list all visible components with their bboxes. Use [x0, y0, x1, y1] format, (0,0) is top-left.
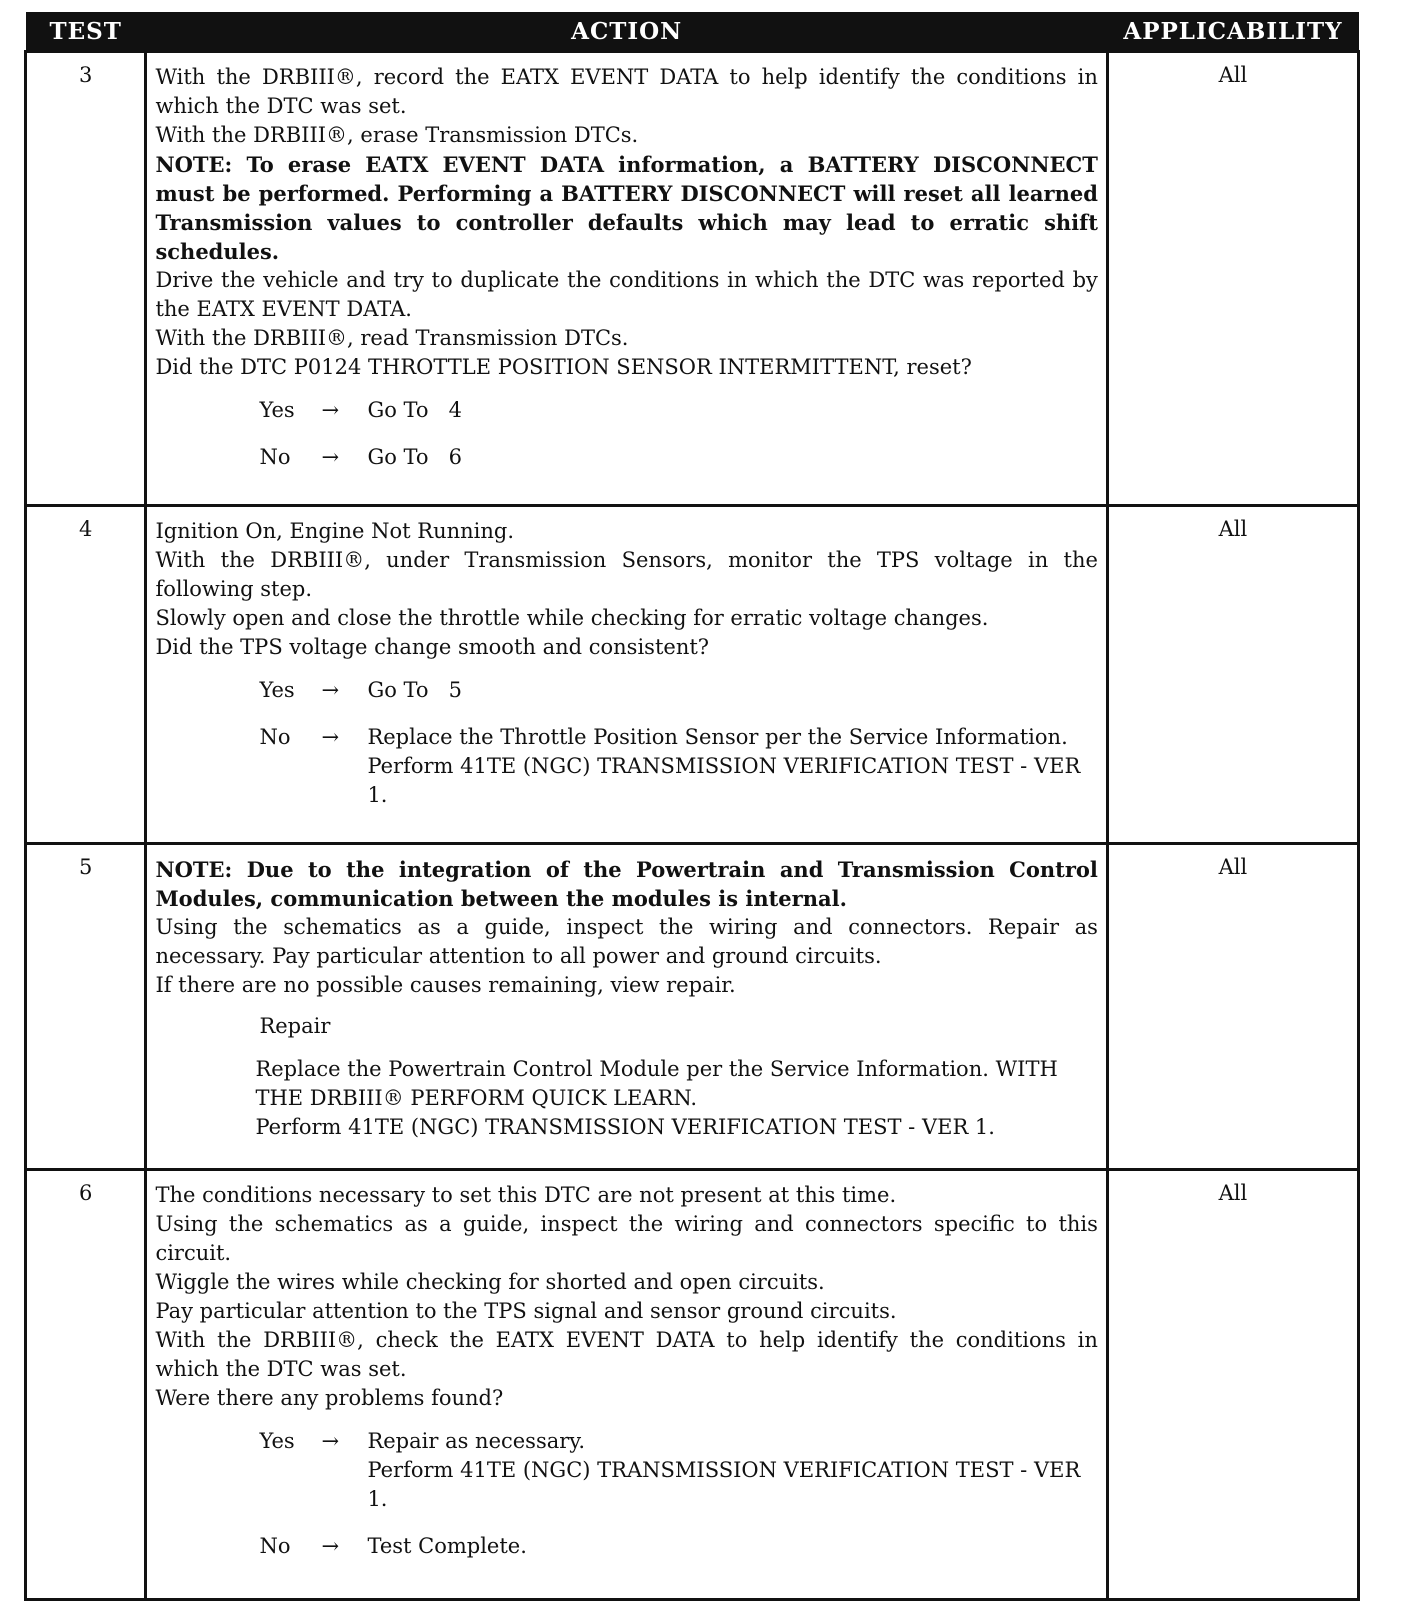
instruction-text: Using the schematics as a guide, inspect the wiring and connectors specific to this circuit. — [155, 1212, 1098, 1265]
applicability-value: All — [1107, 506, 1358, 844]
table-row — [26, 506, 1359, 844]
applicability-value: All — [1107, 844, 1358, 1170]
instruction-text: Wiggle the wires while checking for shorted and open circuits. — [155, 1270, 825, 1294]
table-header-row — [26, 12, 1359, 52]
note-text: NOTE: Due to the integration of the Powertrain and Transmission Control Modules, communication between the modules is internal. — [155, 857, 1098, 911]
branch-no — [259, 443, 1097, 472]
table-row — [26, 52, 1359, 506]
branch-label: No — [259, 725, 291, 749]
instruction-text: The conditions necessary to set this DTC are not present at this time. — [155, 1183, 897, 1207]
instruction-text: With the DRBIII®, erase Transmission DTCs. — [155, 123, 639, 147]
arrow-right-icon: → — [321, 445, 340, 469]
branch-result-line: Repair as necessary. — [367, 1429, 586, 1453]
arrow-right-icon: → — [321, 1429, 340, 1453]
repair-instructions — [255, 1055, 1097, 1142]
arrow-right-icon: → — [321, 725, 340, 749]
branch-list — [155, 396, 1097, 472]
branch-yes — [259, 676, 1097, 705]
branch-label: Yes — [259, 398, 295, 422]
branch-result-line: Go To 5 — [367, 678, 462, 702]
branch-result — [367, 676, 1097, 705]
test-number: 5 — [26, 844, 146, 1170]
applicability-value: All — [1107, 1170, 1358, 1600]
instruction-text: With the DRBIII®, read Transmission DTCs. — [155, 326, 629, 350]
branch-no — [259, 1532, 1097, 1561]
header-test: TEST — [26, 12, 146, 52]
instruction-text: Pay particular attention to the TPS signal and sensor ground circuits. — [155, 1299, 897, 1323]
instruction-text: Ignition On, Engine Not Running. — [155, 519, 515, 543]
branch-result-line: Perform 41TE (NGC) TRANSMISSION VERIFICATION TEST - VER 1. — [367, 754, 1087, 807]
table-row — [26, 1170, 1359, 1600]
test-number: 6 — [26, 1170, 146, 1600]
test-number: 4 — [26, 506, 146, 844]
instruction-text: Using the schematics as a guide, inspect the wiring and connectors. Repair as necessary. Pay particular attention to all power and ground circuits. — [155, 915, 1098, 968]
arrow-right-icon: → — [321, 678, 340, 702]
branch-yes — [259, 1427, 1097, 1514]
branch-result — [367, 1532, 1097, 1561]
action-cell — [146, 844, 1107, 1170]
arrow-right-icon: → — [321, 1534, 340, 1558]
instruction-text: Did the TPS voltage change smooth and consistent? — [155, 635, 710, 659]
instruction-text: If there are no possible causes remaining, view repair. — [155, 973, 736, 997]
note-text: NOTE: To erase EATX EVENT DATA information, a BATTERY DISCONNECT must be performed. Performing a BATTERY DISCONNECT will reset all learned Transmission values to controller defaults which may lead to erratic shift schedules. — [155, 152, 1098, 264]
branch-yes — [259, 396, 1097, 425]
branch-no — [259, 723, 1097, 810]
branch-result — [367, 1427, 1097, 1514]
repair-label: Repair — [259, 1014, 331, 1038]
applicability-value: All — [1107, 52, 1358, 506]
diagnostic-test-page — [24, 12, 1360, 1582]
branch-list — [155, 676, 1097, 810]
header-action: ACTION — [146, 12, 1107, 52]
branch-result-line: Go To 6 — [367, 445, 462, 469]
instruction-text: With the DRBIII®, under Transmission Sensors, monitor the TPS voltage in the following step. — [155, 548, 1098, 601]
arrow-right-icon: → — [321, 398, 340, 422]
branch-result — [367, 396, 1097, 425]
branch-list — [155, 1427, 1097, 1561]
instruction-text: Were there any problems found? — [155, 1386, 504, 1410]
branch-result-line: Replace the Throttle Position Sensor per the Service Information. — [367, 725, 1068, 749]
test-number: 3 — [26, 52, 146, 506]
branch-result-line: Perform 41TE (NGC) TRANSMISSION VERIFICATION TEST - VER 1. — [367, 1458, 1087, 1511]
instruction-text: With the DRBIII®, record the EATX EVENT DATA to help identify the conditions in which the DTC was set. — [155, 65, 1098, 118]
instruction-text: Slowly open and close the throttle while checking for erratic voltage changes. — [155, 606, 989, 630]
branch-result-line: Go To 4 — [367, 398, 462, 422]
action-cell — [146, 506, 1107, 844]
branch-label: Yes — [259, 678, 295, 702]
repair-line: Replace the Powertrain Control Module per the Service Information. WITH THE DRBIII® PERFORM QUICK LEARN. — [255, 1057, 1058, 1110]
diagnostic-table — [24, 12, 1360, 1601]
repair-line: Perform 41TE (NGC) TRANSMISSION VERIFICATION TEST - VER 1. — [255, 1115, 995, 1139]
branch-label: No — [259, 445, 291, 469]
header-applicability: APPLICABILITY — [1107, 12, 1358, 52]
instruction-text: Did the DTC P0124 THROTTLE POSITION SENSOR INTERMITTENT, reset? — [155, 355, 972, 379]
table-row — [26, 844, 1359, 1170]
branch-result — [367, 443, 1097, 472]
branch-label: No — [259, 1534, 291, 1558]
instruction-text: Drive the vehicle and try to duplicate the conditions in which the DTC was reported by the EATX EVENT DATA. — [155, 268, 1098, 321]
branch-result-line: Test Complete. — [367, 1534, 527, 1558]
branch-label: Yes — [259, 1429, 295, 1453]
instruction-text: With the DRBIII®, check the EATX EVENT DATA to help identify the conditions in which the DTC was set. — [155, 1328, 1098, 1381]
action-cell — [146, 1170, 1107, 1600]
branch-result — [367, 723, 1097, 810]
action-cell — [146, 52, 1107, 506]
table-body — [26, 52, 1359, 1600]
